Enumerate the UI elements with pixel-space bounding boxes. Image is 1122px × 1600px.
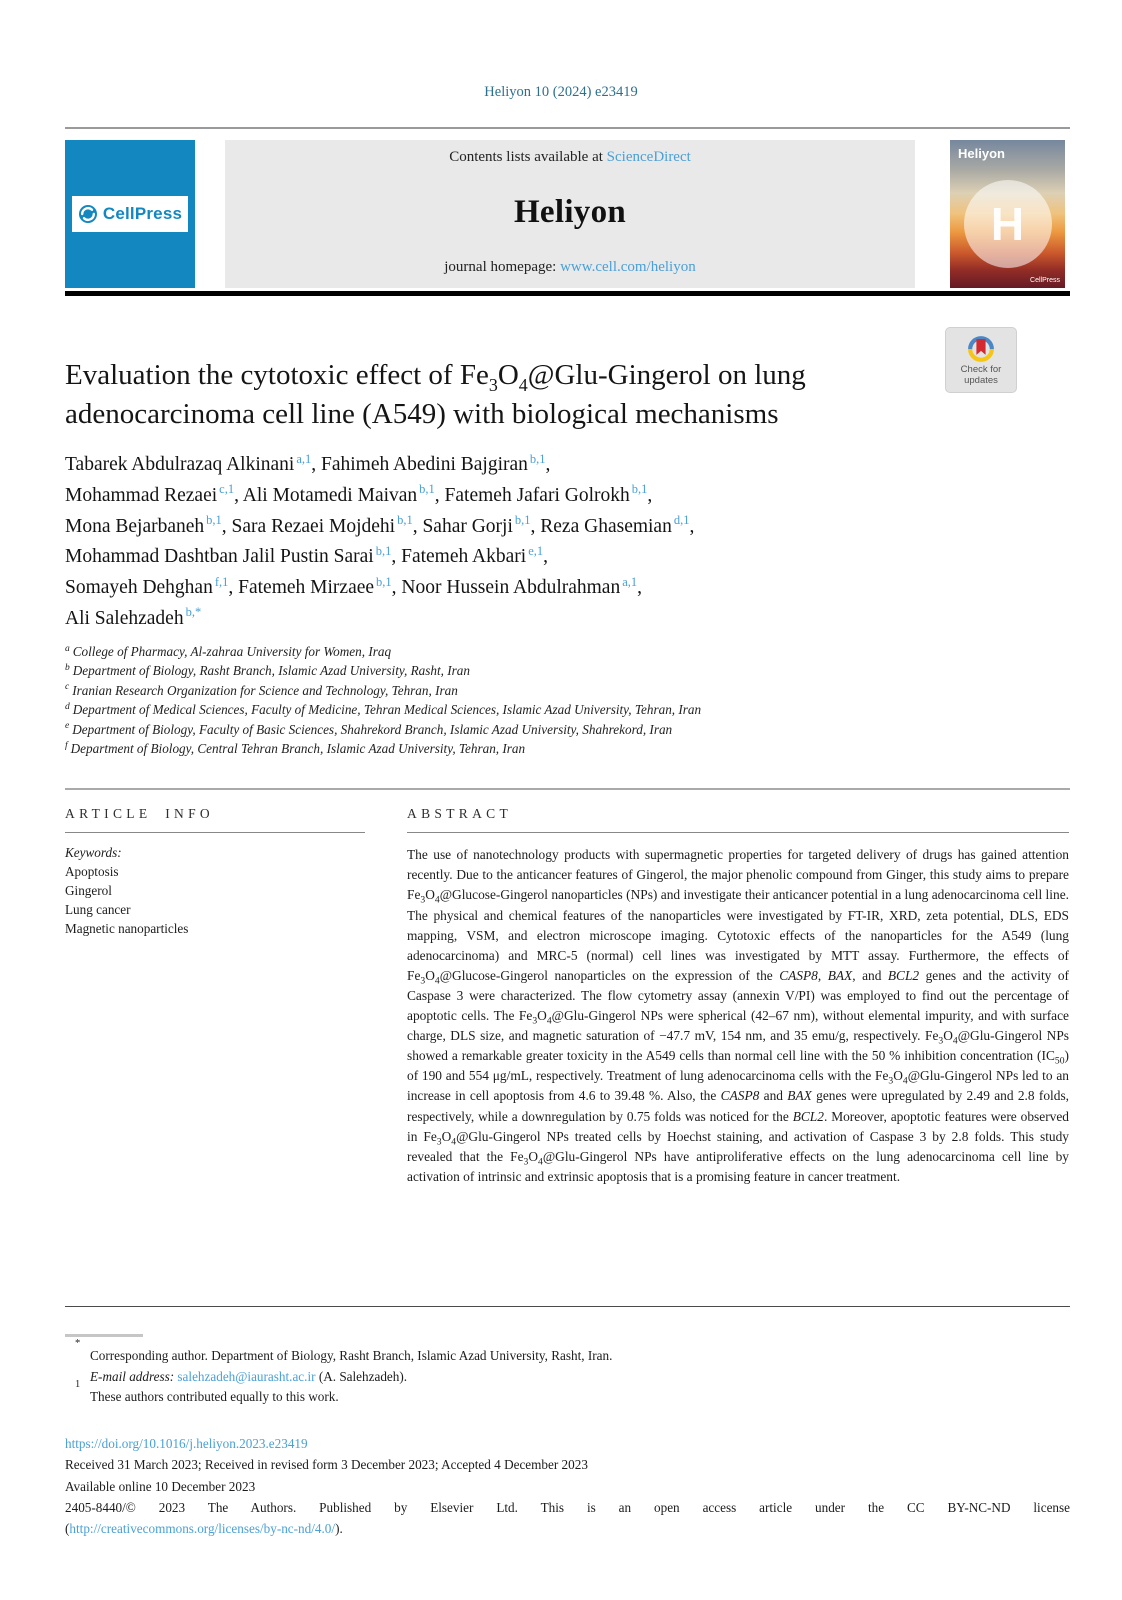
link[interactable]: ScienceDirect [606, 149, 691, 165]
article-title: Evaluation the cytotoxic effect of $Fe_3O_4@Glu$-Gingerol on lung adenocarcinoma cell line (A549) with biological mechanisms [65, 359, 806, 430]
author-line: Mohammad Dashtban Jalil Pustin Sarai $^{b,1}$, Fatemeh Akbari $^{e,1}$, [65, 543, 548, 568]
cover-letter-h: H [990, 198, 1025, 251]
running-head-citation: Heliyon 10 (2024) e23419 [484, 84, 638, 100]
doi-line [65, 1433, 1070, 1454]
corresponding-author-note: * Corresponding author. Department of Biology, Rasht Branch, Islamic Azad University, Rasht, Iran. [75, 1338, 613, 1363]
cover-h-badge [964, 180, 1052, 268]
footnote-short-rule [65, 1334, 143, 1337]
keyword-item: Magnetic nanoparticles [65, 921, 189, 937]
affiliation-line: $^f$ Department of Biology, Central Tehran Branch, Islamic Azad University, Tehran, Iran [65, 740, 526, 757]
issn-copyright-line: 2405-8440/© 2023 The Authors. Published by Elsevier Ltd. This is an open access article under the CC BY-NC-ND license [65, 1499, 1070, 1515]
equal-contribution-note: 1 These authors contributed equally to this work. [75, 1379, 339, 1404]
affiliation-line: $^d$ Department of Medical Sciences, Faculty of Medicine, Tehran Medical Sciences, Islamic Azad University, Tehran, Iran [65, 701, 702, 718]
footnotes [65, 1338, 1070, 1408]
author-affiliation-sup: b,1 [514, 513, 531, 528]
author-affiliation-sup: b,1 [419, 482, 435, 497]
homepage-line: journal homepage: www.cell.com/heliyon [444, 259, 696, 275]
abstract-heading: ABSTRACT [407, 806, 513, 821]
author-affiliation-sup: f,1 [214, 574, 229, 589]
section-top-rule [65, 788, 1070, 790]
equal-contribution-text: These authors contributed equally to this work. [90, 1389, 339, 1404]
author-affiliation-sup: a,1 [296, 451, 312, 466]
article-info-heading: ARTICLE INFO [65, 806, 214, 821]
author-affiliation-sup: b,1 [206, 513, 222, 528]
keyword-item: Gingerol [65, 883, 112, 899]
author-name: Tabarek Abdulrazaq Alkinani [65, 454, 295, 475]
author-name: Ali Motamedi Maivan [242, 484, 418, 506]
keyword-item: Apoptosis [65, 864, 119, 880]
author-line: Mona Bejarbaneh $^{b,1}$, Sara Rezaei Mojdehi $^{b,1}$, Sahar Gorji $^{b,1}$, Reza Ghasemian $^{d,1}$, [65, 513, 695, 537]
author-affiliation-sup: b,* [185, 605, 202, 620]
keywords-list [65, 862, 365, 938]
link[interactable]: https://doi.org/10.1016/j.heliyon.2023.e23419 [65, 1436, 308, 1451]
journal-cover-thumbnail[interactable] [950, 140, 1065, 288]
author-affiliation-sup: b,1 [529, 451, 546, 466]
cover-journal-name: Heliyon [958, 146, 1005, 161]
link[interactable]: http://creativecommons.org/licenses/by-nc-nd/4.0/ [69, 1521, 336, 1537]
cellpress-swirl-icon [78, 204, 98, 224]
link[interactable]: salehzadeh@iaurasht.ac.ir [177, 1368, 316, 1384]
author-name: Fahimeh Abedini Bajgiran [321, 454, 528, 475]
author-line: Mohammad Rezaei $^{c,1}$, Ali Motamedi Maivan $^{b,1}$, Fatemeh Jafari Golrokh $^{b,1}$, [65, 482, 653, 506]
author-affiliation-sup: b,1 [375, 543, 392, 558]
author-name: Sara Rezaei Mojdehi [231, 515, 396, 537]
check-for-updates-badge[interactable] [945, 327, 1017, 393]
crossmark-label-line1: Check for [960, 363, 1002, 375]
license-url-line: (http://creativecommons.org/licenses/by-nc-nd/4.0/). [65, 1521, 343, 1537]
author-line: Somayeh Dehghan $^{f,1}$, Fatemeh Mirzaee $^{b,1}$, Noor Hussein Abdulrahman $^{a,1}$, [65, 574, 643, 599]
author-affiliation-sup: b,1 [397, 513, 413, 528]
affiliation-line: $^e$ Department of Biology, Faculty of Basic Sciences, Shahrekord Branch, Islamic Azad University, Shahrekord, Iran [65, 721, 673, 737]
author-name: Sahar Gorji [422, 515, 513, 537]
author-name: Fatemeh Mirzaee [238, 577, 375, 599]
link[interactable]: www.cell.com/heliyon [560, 259, 696, 275]
cellpress-logo [72, 196, 188, 232]
article-footer [65, 1433, 1070, 1539]
author-list [65, 450, 945, 635]
received-dates-line: Received 31 March 2023; Received in revised form 3 December 2023; Accepted 4 December 2023 [65, 1457, 588, 1473]
author-name: Ali Salehzadeh [65, 607, 184, 629]
keywords-label: Keywords: [65, 845, 122, 861]
keyword-item: Lung cancer [65, 902, 131, 918]
author-affiliation-sup: b,1 [631, 482, 648, 497]
author-affiliation-sup: b,1 [376, 574, 392, 589]
author-affiliation-sup: a,1 [622, 574, 638, 589]
affiliation-line: $^c$ Iranian Research Organization for Science and Technology, Tehran, Iran [65, 682, 458, 698]
author-name: Fatemeh Akbari [401, 546, 527, 568]
header-top-rule [65, 127, 1070, 129]
author-line [65, 604, 945, 635]
affiliation-line: $^b$ Department of Biology, Rasht Branch, Islamic Azad University, Rasht, Iran [65, 663, 470, 679]
author-name: Mohammad Rezaei [65, 484, 218, 506]
corresponding-author-text: Corresponding author. Department of Biology, Rasht Branch, Islamic Azad University, Rasht, Iran. [90, 1348, 613, 1363]
affiliation-line: $^a$ College of Pharmacy, Al-zahraa University for Women, Iraq [65, 643, 392, 659]
available-online-line: Available online 10 December 2023 [65, 1478, 256, 1494]
cover-cellpress-brand: CellPress [1030, 277, 1060, 284]
abstract-column [407, 806, 1069, 1187]
author-affiliation-sup: c,1 [219, 482, 235, 497]
crossmark-label-line2: updates [964, 374, 998, 386]
author-name: Somayeh Dehghan [65, 577, 213, 599]
author-line: Tabarek Abdulrazaq Alkinani $^{a,1}$, Fahimeh Abedini Bajgiran $^{b,1}$, [65, 451, 551, 475]
abstract-text: The use of nanotechnology products with supermagnetic properties for targeted delivery of drugs has gained attention recently. Due to the anticancer features of Gingerol, the major phenolic compound from Ginger, this study aims to prepare $Fe_3O_4@Glucose$-Gingerol nanoparticles (NPs) and investigate their anticancer potential in a lung adenocarcinoma cell line. The physical and chemical features of the nanoparticles were investigated by FT-IR, XRD, zeta potential, DLS, EDS mapping, VSM, and electron microscope imaging. Cytotoxic effects of the nanoparticles for the A549 (lung adenocarcinoma) and MRC-5 (normal) cell lines was investigated by MTT assay. Furthermore, the effects of $Fe_3O_4@Glucose$-Gingerol nanoparticles on the expression of the CASP8, BAX, and BCL2 genes and the activity of Caspase 3 were characterized. The flow cytometry assay (annexin V/PI) was employed to find out the percentage of apoptotic cells. The $Fe_3O_4@Glu$-Gingerol NPs were spherical (42–67 nm), without elemental impurity, and with surface charge, DLS size, and magnetic saturation of −47.7 mV, 154 nm, and 35 emu/g, respectively. $Fe_3O_4@Glu$-Gingerol NPs showed a remarkable greater toxicity in the A549 cells than normal cell line with the 50 % inhibition concentration $(IC_{50})$ of 190 and 554 μg/mL, respectively. Treatment of lung adenocarcinoma cells with the $Fe_3O_4@Glu$-Gingerol NPs led to an increase in cell apoptosis from 4.6 to 39.48 %. Also, the CASP8 and BAX genes were upregulated by 2.49 and 2.8 folds, respectively, while a downregulation by 0.75 folds was noticed for the BCL2. Moreover, apoptotic features were observed in $Fe_3O_4@Glu$-Gingerol NPs treated cells by Hoechst staining, and activation of Caspase 3 by 2.8 folds. This study revealed that the $Fe_3O_4@Glu$-Gingerol NPs have antiproliferative effects on the lung adenocarcinoma cell line by activation of intrinsic and extrinsic apoptosis that is a promising feature in cancer treatment. [407, 847, 1070, 1184]
author-name: Fatemeh Jafari Golrokh [444, 484, 630, 506]
masthead-bottom-rule [65, 291, 1070, 296]
abstract-rule [407, 832, 1069, 833]
author-affiliation-sup: d,1 [673, 513, 690, 528]
cellpress-logo-box[interactable] [65, 140, 195, 288]
author-name: Mona Bejarbaneh [65, 515, 205, 537]
affiliation-list [65, 642, 965, 758]
contents-line: Contents lists available at ScienceDirect [449, 149, 691, 165]
cellpress-wordmark: CellPress [102, 204, 183, 223]
footnote-top-rule [65, 1306, 1070, 1307]
email-line: E-mail address: salehzadeh@iaurasht.ac.ir (A. Salehzadeh). [90, 1368, 408, 1384]
masthead-panel [225, 140, 915, 288]
article-info-rule [65, 832, 365, 833]
article-info-column [65, 806, 365, 938]
author-name: Reza Ghasemian [540, 515, 672, 537]
journal-title: Heliyon [513, 194, 627, 230]
author-affiliation-sup: e,1 [528, 543, 544, 558]
crossmark-icon [966, 334, 996, 364]
author-name: Noor Hussein Abdulrahman [401, 577, 621, 599]
author-name: Mohammad Dashtban Jalil Pustin Sarai [65, 546, 374, 568]
